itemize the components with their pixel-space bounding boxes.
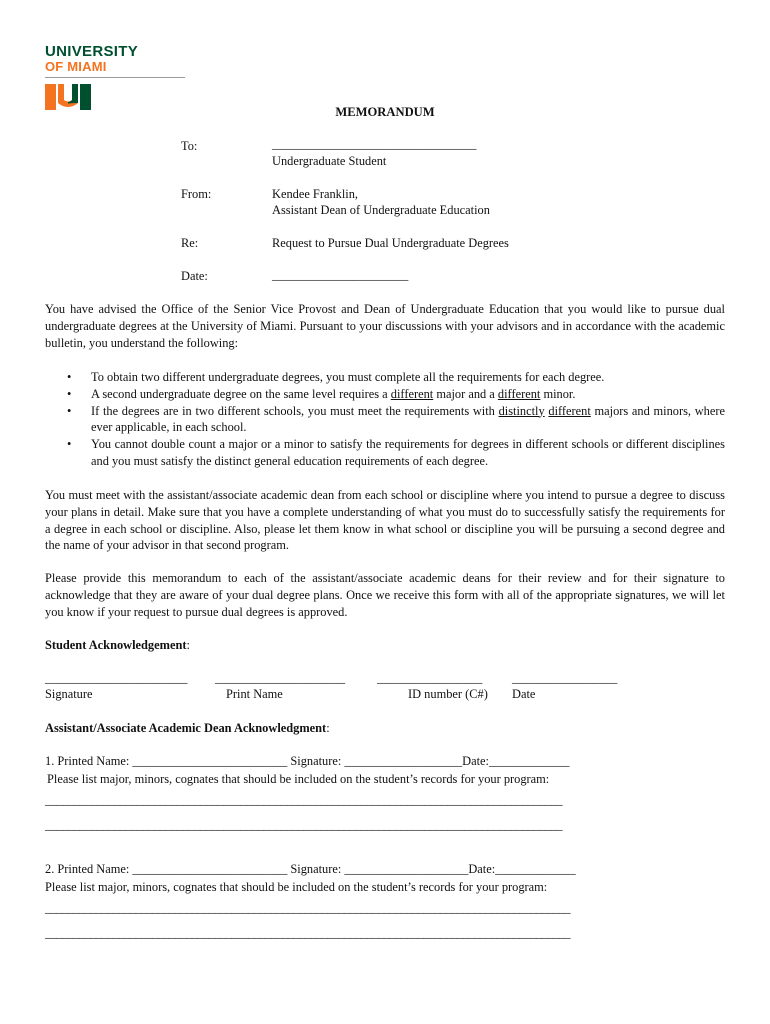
- to-label: To:: [181, 139, 198, 153]
- to-blank[interactable]: _________________________________: [272, 137, 477, 151]
- list-item: [45, 436, 725, 470]
- logo-university-text: UNIVERSITY: [45, 43, 139, 60]
- list-item: [45, 369, 725, 386]
- bullet-text-3b: majors and minors, where ever applicable, in each school.: [91, 403, 725, 435]
- bullet-icon: •: [67, 403, 72, 418]
- requirements-list: [45, 369, 725, 470]
- id-number-blank[interactable]: _________________: [377, 671, 483, 685]
- dean-1-program-line-2[interactable]: __________________________________________________________________________________________: [45, 818, 563, 832]
- re-value: Request to Pursue Dual Undergraduate Degrees: [272, 236, 509, 250]
- dean-ack-title: Assistant/Associate Academic Dean Acknowledgment: [45, 721, 327, 735]
- student-ack-heading: [45, 637, 190, 654]
- signature-label: Signature: [45, 687, 93, 701]
- underlined-different-1: different: [390, 386, 434, 401]
- from-title: Assistant Dean of Undergraduate Education: [272, 203, 490, 217]
- print-name-label: Print Name: [226, 687, 283, 701]
- bullet-text-2b: major and a: [433, 386, 498, 401]
- logo-of-miami-text: OF MIAMI: [45, 59, 107, 74]
- student-ack-title: Student Acknowledgement: [45, 638, 187, 652]
- bullet-text-4: You cannot double count a major or a minor to satisfy the requirements for degrees in different schools or different disciplines and you must satisfy the distinct general education requirements of each degree.: [91, 437, 725, 468]
- date-signed-blank[interactable]: _________________: [512, 671, 618, 685]
- underlined-different-2: different: [497, 386, 541, 401]
- bullet-icon: •: [67, 386, 72, 401]
- date-label-student: Date: [512, 687, 536, 701]
- date-label: Date:: [181, 269, 208, 283]
- dean-ack-colon: :: [326, 721, 330, 735]
- re-label: Re:: [181, 236, 199, 250]
- from-label: From:: [181, 187, 212, 201]
- underlined-different-3: different: [548, 403, 591, 418]
- dean-2-signature-line[interactable]: 2. Printed Name: _________________________ Signature: ____________________Date:_____________: [45, 862, 576, 876]
- dean-1-signature-line[interactable]: 1. Printed Name: _________________________ Signature: ___________________Date:_____________: [45, 754, 570, 768]
- memo-title: MEMORANDUM: [335, 105, 435, 119]
- meeting-paragraph: You must meet with the assistant/associate academic dean from each school or discipline where you intend to pursue a degree to discuss your plans in detail. Make sure that you have a complete understanding of what you must do to successfully satisfy the requirements for a degree in each school or discipline. Also, please let them know in what school or discipline you will be pursuing a second degree and the name of your advisor in that second program.: [45, 488, 725, 553]
- university-logo: [45, 44, 190, 110]
- dean-1-program-line-1[interactable]: __________________________________________________________________________________________: [45, 793, 563, 807]
- to-value: Undergraduate Student: [272, 154, 387, 168]
- student-ack-colon: :: [186, 638, 190, 652]
- logo-divider: [45, 77, 185, 78]
- id-number-label: ID number (C#): [408, 687, 488, 701]
- bullet-icon: •: [67, 370, 72, 384]
- dean-2-prompt: Please list major, minors, cognates that should be included on the student’s records for your program:: [45, 880, 548, 894]
- list-item: [45, 386, 725, 403]
- underlined-distinctly: distinctly: [498, 403, 545, 418]
- submission-paragraph: Please provide this memorandum to each of the assistant/associate academic deans for their review and for their signature to acknowledge that they are aware of your dual degree plans. Once we receive this form with all of the appropriate signatures, we will let you know if your request to pursue dual degrees is approved.: [45, 571, 725, 619]
- bullet-text-2a: A second undergraduate degree on the same level requires a: [91, 386, 391, 401]
- date-blank[interactable]: ______________________: [272, 268, 409, 282]
- dean-ack-heading: [45, 720, 330, 737]
- dean-2-program-line-1[interactable]: _____________________________________________________________________________________________: [45, 901, 571, 915]
- dean-1-prompt: Please list major, minors, cognates that should be included on the student’s records for your program:: [47, 772, 550, 786]
- intro-paragraph: You have advised the Office of the Senior Vice Provost and Dean of Undergraduate Education that you would like to pursue dual undergraduate degrees at the University of Miami. Pursuant to your discussions with your advisors and in accordance with the academic bulletin, you understand the following:: [45, 302, 725, 350]
- print-name-blank[interactable]: _____________________: [215, 671, 346, 685]
- bullet-text-2c: minor.: [540, 386, 576, 401]
- from-name: Kendee Franklin,: [272, 187, 359, 201]
- bullet-text-1: To obtain two different undergraduate degrees, you must complete all the requirements for each degree.: [91, 370, 605, 384]
- list-item: [45, 403, 725, 437]
- bullet-icon: •: [67, 437, 72, 452]
- dean-2-program-line-2[interactable]: _____________________________________________________________________________________________: [45, 926, 571, 940]
- signature-blank[interactable]: _______________________: [45, 671, 188, 685]
- bullet-text-3a: If the degrees are in two different schools, you must meet the requirements with: [91, 403, 499, 418]
